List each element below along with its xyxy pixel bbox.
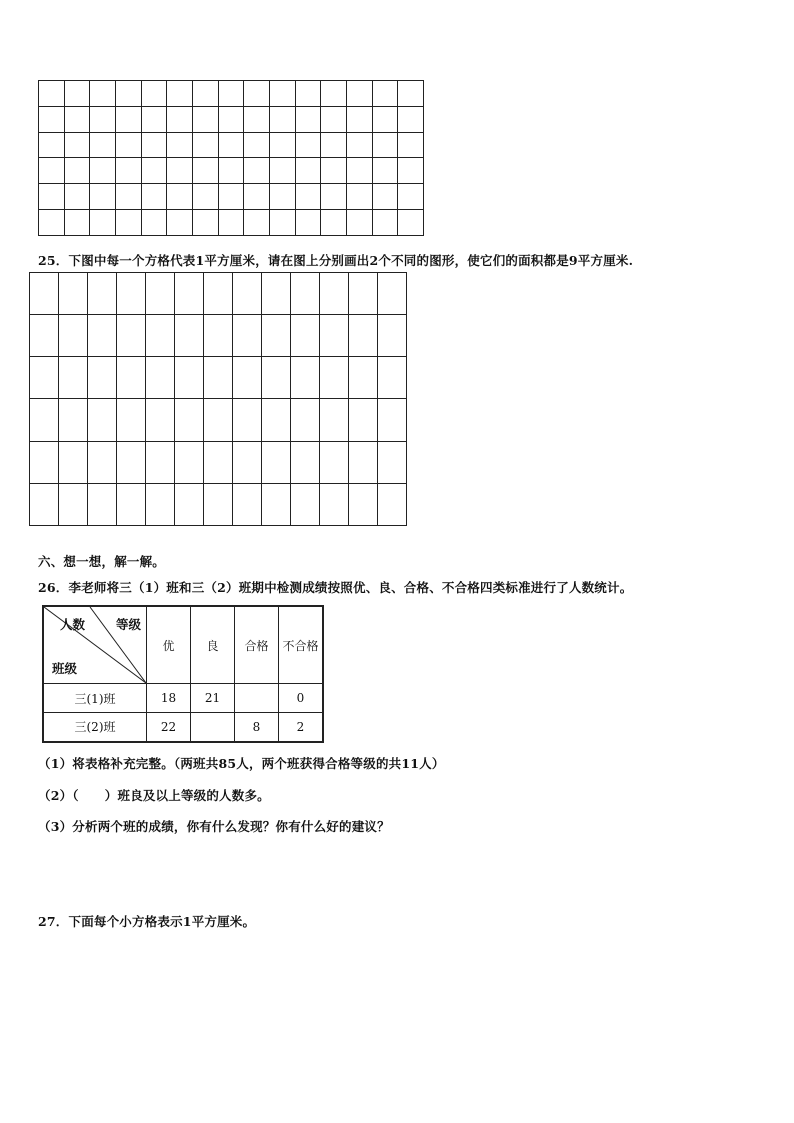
grid-square[interactable] (192, 132, 218, 158)
grid-square[interactable] (218, 184, 244, 210)
grid-square[interactable] (175, 315, 204, 357)
grid-square[interactable] (39, 210, 65, 236)
question-26-text: 李老师将三（1）班和三（2）班期中检测成绩按照优、良、合格、不合格四类标准进行了人数统计。 (68, 580, 633, 595)
question-25-number: 25． (38, 253, 69, 268)
grid-square[interactable] (349, 315, 378, 357)
question-27 (38, 912, 255, 930)
grid-row (30, 315, 407, 357)
grid-square[interactable] (167, 81, 193, 107)
grid-square[interactable] (88, 357, 117, 399)
grid-square[interactable] (398, 158, 424, 184)
grid-square[interactable] (372, 210, 398, 236)
table-cell: 22 (147, 713, 191, 742)
grid-square[interactable] (175, 273, 204, 315)
grid-square[interactable] (90, 184, 116, 210)
header-fail: 不合格 (279, 606, 324, 684)
grid-square[interactable] (218, 158, 244, 184)
grid-square[interactable] (117, 441, 146, 483)
grid-square[interactable] (117, 483, 146, 525)
diagonal-header-cell (43, 606, 147, 684)
question-27-number: 27． (38, 914, 69, 929)
grid-square[interactable] (321, 210, 347, 236)
grid-square[interactable] (295, 106, 321, 132)
grid-square[interactable] (30, 441, 59, 483)
grid-square[interactable] (90, 158, 116, 184)
grid-square[interactable] (141, 210, 167, 236)
grid-square[interactable] (244, 132, 270, 158)
grid-square[interactable] (218, 132, 244, 158)
grid-square[interactable] (146, 357, 175, 399)
grid-square[interactable] (90, 106, 116, 132)
grid-square[interactable] (233, 399, 262, 441)
grid-square[interactable] (64, 184, 90, 210)
grid-square[interactable] (39, 132, 65, 158)
grid-row (30, 441, 407, 483)
grid-square[interactable] (320, 315, 349, 357)
grid-square[interactable] (321, 158, 347, 184)
header-pass: 合格 (235, 606, 279, 684)
grid-row (30, 399, 407, 441)
grid-square[interactable] (320, 273, 349, 315)
grid-square[interactable] (320, 399, 349, 441)
grid-square[interactable] (90, 210, 116, 236)
grid-square[interactable] (204, 273, 233, 315)
q26-sub2-suffix: ）班良及以上等级的人数多。 (104, 788, 270, 803)
grid-square[interactable] (295, 81, 321, 107)
grid-square[interactable] (141, 184, 167, 210)
top-grid (38, 80, 424, 236)
grid-square[interactable] (346, 81, 372, 107)
grid-square[interactable] (244, 106, 270, 132)
grid-square[interactable] (192, 210, 218, 236)
grid-square[interactable] (218, 81, 244, 107)
grid-square[interactable] (295, 158, 321, 184)
grid-square[interactable] (291, 441, 320, 483)
grid-square[interactable] (372, 81, 398, 107)
grid-square[interactable] (398, 132, 424, 158)
grid-square[interactable] (346, 158, 372, 184)
grid-square[interactable] (192, 184, 218, 210)
grid-square[interactable] (321, 132, 347, 158)
corner-label-grade: 等级 (116, 617, 142, 632)
grade-stats-table (42, 605, 324, 743)
grid-square[interactable] (64, 81, 90, 107)
grid-square[interactable] (320, 483, 349, 525)
class-name-cell: 三(2)班 (43, 713, 147, 742)
grid-row (39, 106, 424, 132)
grid-square[interactable] (117, 315, 146, 357)
grid-square[interactable] (346, 210, 372, 236)
grid-square[interactable] (167, 184, 193, 210)
table-cell-blank[interactable] (235, 684, 279, 713)
grid-square[interactable] (321, 184, 347, 210)
grid-square[interactable] (295, 210, 321, 236)
grid-square[interactable] (291, 483, 320, 525)
grid-square[interactable] (88, 399, 117, 441)
grid-square[interactable] (115, 184, 141, 210)
grid-square[interactable] (204, 399, 233, 441)
question-26-number: 26． (38, 580, 69, 595)
grid-square[interactable] (378, 315, 407, 357)
grid-square[interactable] (398, 106, 424, 132)
grid-square[interactable] (146, 399, 175, 441)
grid-square[interactable] (88, 315, 117, 357)
grid-square[interactable] (141, 132, 167, 158)
grid-square[interactable] (262, 399, 291, 441)
grid-square[interactable] (291, 357, 320, 399)
grid-square[interactable] (39, 81, 65, 107)
grid-square[interactable] (349, 399, 378, 441)
grid-square[interactable] (244, 158, 270, 184)
q26-sub2 (38, 786, 270, 804)
grid-square[interactable] (372, 184, 398, 210)
grid-square[interactable] (175, 441, 204, 483)
question-26 (38, 578, 632, 596)
grid-square[interactable] (262, 315, 291, 357)
grid-square[interactable] (346, 132, 372, 158)
grid-square[interactable] (262, 273, 291, 315)
grid-square[interactable] (398, 81, 424, 107)
grid-square[interactable] (244, 210, 270, 236)
grid-square[interactable] (218, 210, 244, 236)
grid-square[interactable] (90, 132, 116, 158)
grid-row (30, 273, 407, 315)
section-6-title: 六、想一想，解一解。 (38, 554, 166, 569)
grid-square[interactable] (146, 273, 175, 315)
grid-square[interactable] (146, 315, 175, 357)
grid-square[interactable] (204, 441, 233, 483)
header-excellent: 优 (147, 606, 191, 684)
grid-square[interactable] (88, 483, 117, 525)
grid-square[interactable] (372, 106, 398, 132)
grid-square[interactable] (233, 483, 262, 525)
grid-square[interactable] (320, 357, 349, 399)
grid-square[interactable] (262, 483, 291, 525)
grid-square[interactable] (141, 106, 167, 132)
grid-square[interactable] (295, 132, 321, 158)
grid-square[interactable] (218, 106, 244, 132)
grid-square[interactable] (115, 81, 141, 107)
grid-square[interactable] (192, 106, 218, 132)
grid-square[interactable] (64, 132, 90, 158)
grid-square[interactable] (59, 483, 88, 525)
grid-square[interactable] (141, 158, 167, 184)
grid-square[interactable] (175, 399, 204, 441)
grid-square[interactable] (321, 81, 347, 107)
header-good: 良 (191, 606, 235, 684)
grid-square[interactable] (141, 81, 167, 107)
grid-square[interactable] (295, 184, 321, 210)
grid-square[interactable] (30, 483, 59, 525)
grid-square[interactable] (269, 210, 295, 236)
grid-square[interactable] (291, 273, 320, 315)
grid-square[interactable] (378, 441, 407, 483)
grid-square[interactable] (233, 315, 262, 357)
question-25-text: 下图中每一个方格代表1平方厘米，请在图上分别画出2个不同的图形，使它们的面积都是9平方厘米. (68, 253, 634, 268)
grid-square[interactable] (372, 132, 398, 158)
grid-square[interactable] (88, 273, 117, 315)
grid-row (30, 483, 407, 525)
q26-sub1: （1）将表格补充完整。（两班共85人，两个班获得合格等级的共11人） (38, 756, 445, 771)
grid-square[interactable] (346, 184, 372, 210)
grid-square[interactable] (320, 441, 349, 483)
grid-square[interactable] (204, 357, 233, 399)
grid-square[interactable] (117, 273, 146, 315)
grid-square[interactable] (167, 106, 193, 132)
grid-row (39, 184, 424, 210)
grid-square[interactable] (291, 315, 320, 357)
grid-square[interactable] (30, 399, 59, 441)
grid-square[interactable] (167, 158, 193, 184)
grid-row (30, 357, 407, 399)
grid-square[interactable] (59, 357, 88, 399)
table-cell: 8 (235, 713, 279, 742)
grid-square[interactable] (269, 184, 295, 210)
grid-square[interactable] (291, 399, 320, 441)
grid-square[interactable] (262, 357, 291, 399)
grid-square[interactable] (64, 210, 90, 236)
grid-square[interactable] (321, 106, 347, 132)
grid-row (39, 81, 424, 107)
q26-sub2-prefix: （2）（ (38, 788, 79, 803)
grid-square[interactable] (204, 315, 233, 357)
grid-square[interactable] (115, 210, 141, 236)
grid-square[interactable] (39, 106, 65, 132)
table-cell: 21 (191, 684, 235, 713)
grid-square[interactable] (115, 106, 141, 132)
grid-square[interactable] (59, 441, 88, 483)
grid-square[interactable] (30, 315, 59, 357)
grid-square[interactable] (167, 210, 193, 236)
grid-square[interactable] (39, 184, 65, 210)
grid-square[interactable] (349, 441, 378, 483)
grid-square[interactable] (115, 132, 141, 158)
grid-square[interactable] (59, 273, 88, 315)
grid-square[interactable] (115, 158, 141, 184)
grid-square[interactable] (398, 184, 424, 210)
grid-square[interactable] (269, 106, 295, 132)
grid-square[interactable] (349, 483, 378, 525)
grid-square[interactable] (349, 273, 378, 315)
grid-square[interactable] (146, 483, 175, 525)
question-27-text: 下面每个小方格表示1平方厘米。 (68, 914, 256, 929)
grid-square[interactable] (372, 158, 398, 184)
grid-square[interactable] (378, 483, 407, 525)
grid-square[interactable] (30, 357, 59, 399)
grid-square[interactable] (349, 357, 378, 399)
grid-square[interactable] (269, 158, 295, 184)
grid-square[interactable] (262, 441, 291, 483)
grid-row (39, 132, 424, 158)
grid-square[interactable] (30, 273, 59, 315)
grid-square[interactable] (204, 483, 233, 525)
table-header-row (43, 606, 323, 684)
grid-square[interactable] (233, 441, 262, 483)
grid-square[interactable] (233, 357, 262, 399)
grid-square[interactable] (244, 81, 270, 107)
table-row (43, 713, 323, 742)
grid-square[interactable] (378, 357, 407, 399)
grid-square[interactable] (64, 106, 90, 132)
grid-square[interactable] (192, 158, 218, 184)
class-name-cell: 三(1)班 (43, 684, 147, 713)
question-25 (38, 251, 633, 269)
grid-square[interactable] (398, 210, 424, 236)
table-cell: 18 (147, 684, 191, 713)
grid-square[interactable] (269, 132, 295, 158)
grid-square[interactable] (59, 399, 88, 441)
grid-square[interactable] (378, 399, 407, 441)
table-cell-blank[interactable] (191, 713, 235, 742)
corner-label-class: 班级 (52, 661, 78, 676)
grid-square[interactable] (167, 132, 193, 158)
grid-square[interactable] (88, 441, 117, 483)
grid-square[interactable] (117, 399, 146, 441)
grid-square[interactable] (175, 357, 204, 399)
table-cell: 0 (279, 684, 324, 713)
grid-square[interactable] (39, 158, 65, 184)
table-cell: 2 (279, 713, 324, 742)
grid-square[interactable] (175, 483, 204, 525)
grid-square[interactable] (269, 81, 295, 107)
grid-square[interactable] (378, 273, 407, 315)
corner-label-count: 人数 (60, 617, 86, 632)
grid-square[interactable] (117, 357, 146, 399)
grid-row (39, 158, 424, 184)
grid-square[interactable] (244, 184, 270, 210)
q25-grid (29, 272, 407, 526)
table-row (43, 684, 323, 713)
grid-square[interactable] (64, 158, 90, 184)
grid-square[interactable] (346, 106, 372, 132)
q26-sub3: （3）分析两个班的成绩，你有什么发现？你有什么好的建议？ (38, 819, 390, 834)
grid-square[interactable] (192, 81, 218, 107)
grid-square[interactable] (146, 441, 175, 483)
grid-square[interactable] (59, 315, 88, 357)
grid-square[interactable] (233, 273, 262, 315)
grid-row (39, 210, 424, 236)
grid-square[interactable] (90, 81, 116, 107)
